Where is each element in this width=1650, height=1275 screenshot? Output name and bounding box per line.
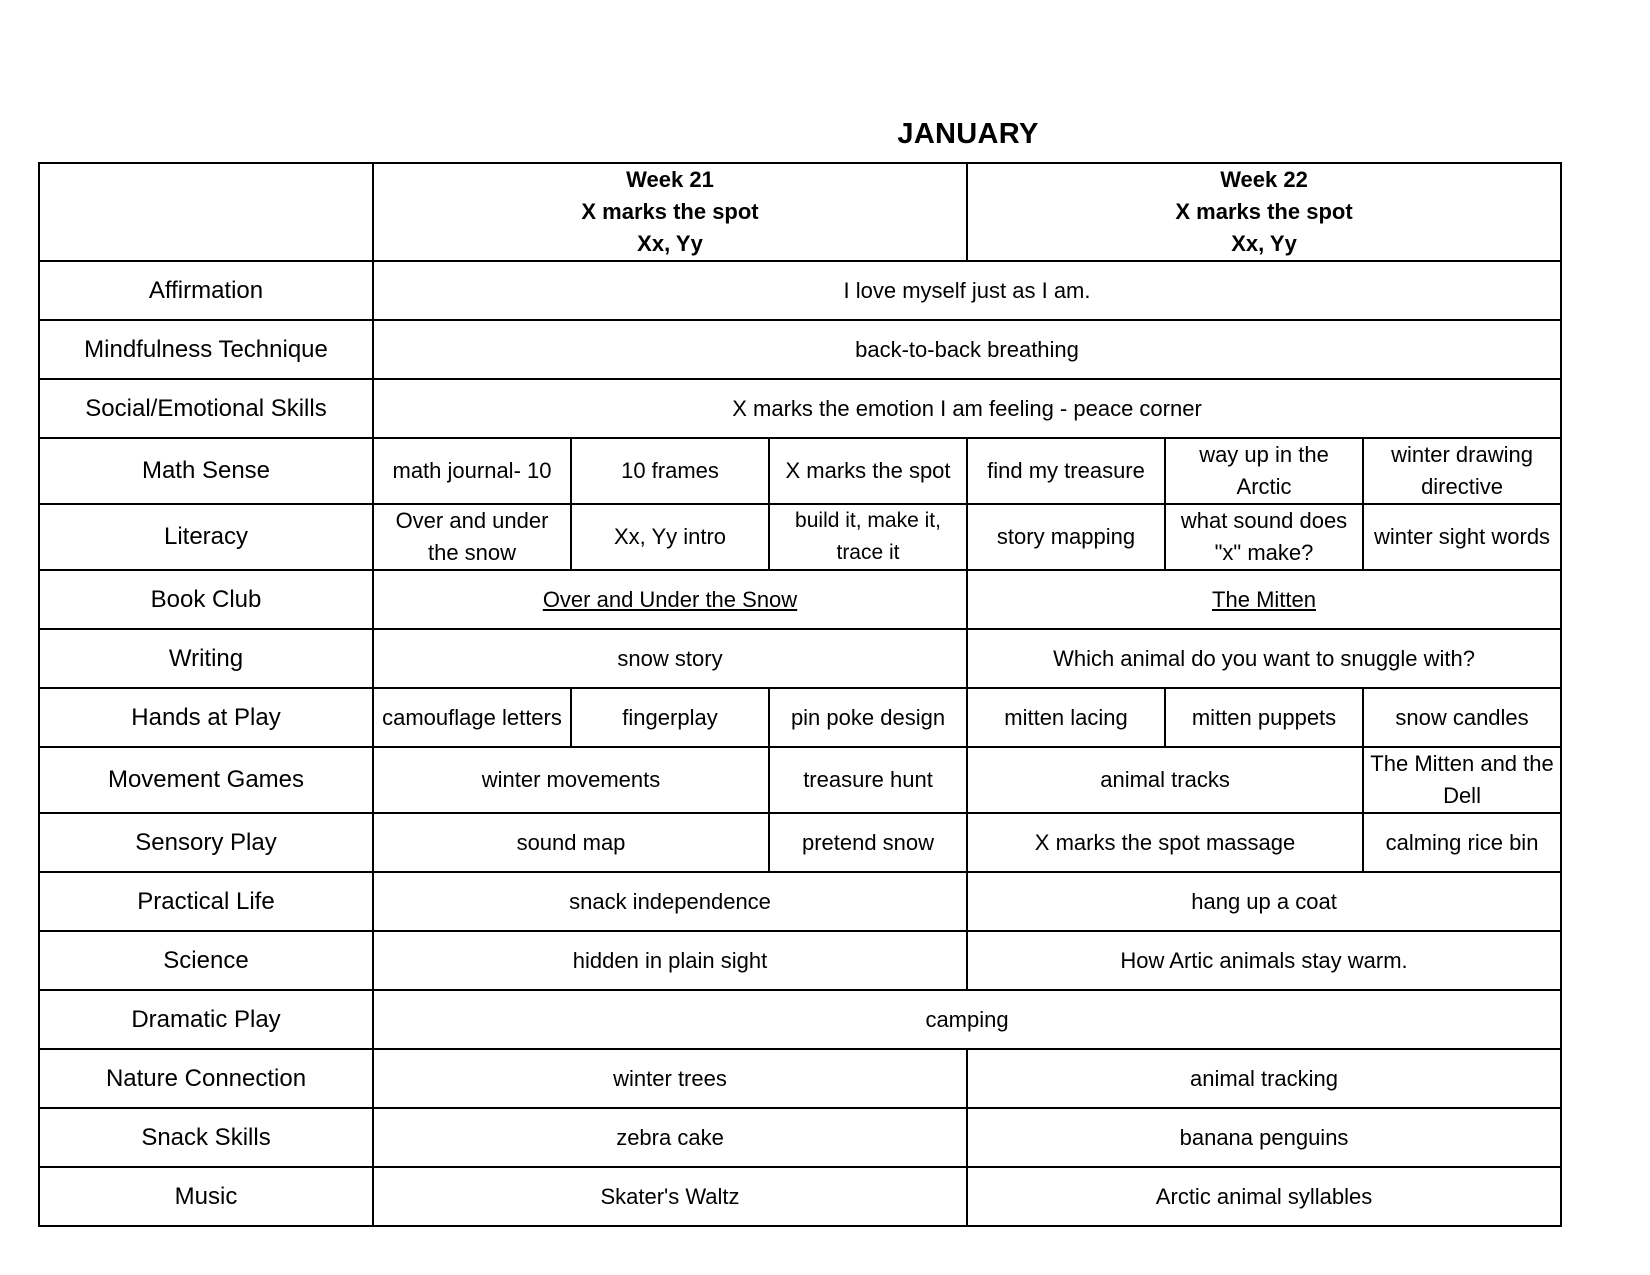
row-nature-connection — [39, 1049, 1561, 1108]
page-title: JANUARY — [897, 118, 1039, 150]
sensory-cell: sound map — [373, 813, 769, 872]
row-music — [39, 1167, 1561, 1226]
row-label: Writing — [39, 629, 373, 688]
week-22-theme: X marks the spot — [1175, 199, 1353, 224]
row-label: Snack Skills — [39, 1108, 373, 1167]
snack-week-21-cell: zebra cake — [373, 1108, 967, 1167]
week-22-header — [967, 163, 1561, 261]
hands-cell: camouflage letters — [373, 688, 571, 747]
movement-cell: winter movements — [373, 747, 769, 813]
row-label: Hands at Play — [39, 688, 373, 747]
row-snack-skills — [39, 1108, 1561, 1167]
math-cell: math journal- 10 — [373, 438, 571, 504]
affirmation-cell: I love myself just as I am. — [373, 261, 1561, 320]
row-label: Dramatic Play — [39, 990, 373, 1049]
row-sensory-play — [39, 813, 1561, 872]
week-header-row — [39, 163, 1561, 261]
music-week-21-cell: Skater's Waltz — [373, 1167, 967, 1226]
math-cell: way up in the Arctic — [1165, 438, 1363, 504]
row-label: Nature Connection — [39, 1049, 373, 1108]
science-week-21-cell: hidden in plain sight — [373, 931, 967, 990]
row-book-club — [39, 570, 1561, 629]
movement-cell: The Mitten and the Dell — [1363, 747, 1561, 813]
literacy-cell: what sound does "x" make? — [1165, 504, 1363, 570]
row-label: Literacy — [39, 504, 373, 570]
math-cell: 10 frames — [571, 438, 769, 504]
week-22-letters: Xx, Yy — [1231, 231, 1297, 256]
hands-cell: mitten puppets — [1165, 688, 1363, 747]
row-hands-at-play — [39, 688, 1561, 747]
literacy-cell: winter sight words — [1363, 504, 1561, 570]
movement-cell: treasure hunt — [769, 747, 967, 813]
social-emotional-cell: X marks the emotion I am feeling - peace corner — [373, 379, 1561, 438]
practical-life-week-22-cell: hang up a coat — [967, 872, 1561, 931]
literacy-cell: build it, make it, trace it — [769, 504, 967, 570]
row-literacy — [39, 504, 1561, 570]
week-21-letters: Xx, Yy — [637, 231, 703, 256]
writing-week-22-cell: Which animal do you want to snuggle with? — [967, 629, 1561, 688]
row-writing — [39, 629, 1561, 688]
row-science — [39, 931, 1561, 990]
hands-cell: pin poke design — [769, 688, 967, 747]
music-week-22-cell: Arctic animal syllables — [967, 1167, 1561, 1226]
math-cell: X marks the spot — [769, 438, 967, 504]
literacy-cell: story mapping — [967, 504, 1165, 570]
row-mindfulness — [39, 320, 1561, 379]
row-movement-games — [39, 747, 1561, 813]
row-practical-life — [39, 872, 1561, 931]
row-affirmation — [39, 261, 1561, 320]
math-cell: find my treasure — [967, 438, 1165, 504]
week-22-label: Week 22 — [1220, 167, 1308, 192]
movement-cell: animal tracks — [967, 747, 1363, 813]
math-cell: winter drawing directive — [1363, 438, 1561, 504]
week-21-theme: X marks the spot — [581, 199, 759, 224]
book-club-week-21-cell — [373, 570, 967, 629]
week-21-label: Week 21 — [626, 167, 714, 192]
sensory-cell: X marks the spot massage — [967, 813, 1363, 872]
science-week-22-cell: How Artic animals stay warm. — [967, 931, 1561, 990]
row-label: Social/Emotional Skills — [39, 379, 373, 438]
row-dramatic-play — [39, 990, 1561, 1049]
practical-life-week-21-cell: snack independence — [373, 872, 967, 931]
row-label: Movement Games — [39, 747, 373, 813]
row-label: Science — [39, 931, 373, 990]
book-title: Over and Under the Snow — [542, 586, 798, 612]
mindfulness-cell: back-to-back breathing — [373, 320, 1561, 379]
book-title: The Mitten — [1212, 586, 1316, 612]
row-label: Book Club — [39, 570, 373, 629]
snack-week-22-cell: banana penguins — [967, 1108, 1561, 1167]
writing-week-21-cell: snow story — [373, 629, 967, 688]
hands-cell: snow candles — [1363, 688, 1561, 747]
row-math-sense — [39, 438, 1561, 504]
dramatic-play-cell: camping — [373, 990, 1561, 1049]
row-label: Music — [39, 1167, 373, 1226]
literacy-cell: Xx, Yy intro — [571, 504, 769, 570]
book-club-week-22-cell — [967, 570, 1561, 629]
literacy-cell: Over and under the snow — [373, 504, 571, 570]
sensory-cell: calming rice bin — [1363, 813, 1561, 872]
nature-week-22-cell: animal tracking — [967, 1049, 1561, 1108]
hands-cell: fingerplay — [571, 688, 769, 747]
row-label: Affirmation — [39, 261, 373, 320]
row-social-emotional — [39, 379, 1561, 438]
corner-cell — [39, 163, 373, 261]
lesson-plan-table — [38, 162, 1562, 1227]
row-label: Mindfulness Technique — [39, 320, 373, 379]
week-21-header — [373, 163, 967, 261]
row-label: Practical Life — [39, 872, 373, 931]
hands-cell: mitten lacing — [967, 688, 1165, 747]
row-label: Sensory Play — [39, 813, 373, 872]
row-label: Math Sense — [39, 438, 373, 504]
sensory-cell: pretend snow — [769, 813, 967, 872]
nature-week-21-cell: winter trees — [373, 1049, 967, 1108]
